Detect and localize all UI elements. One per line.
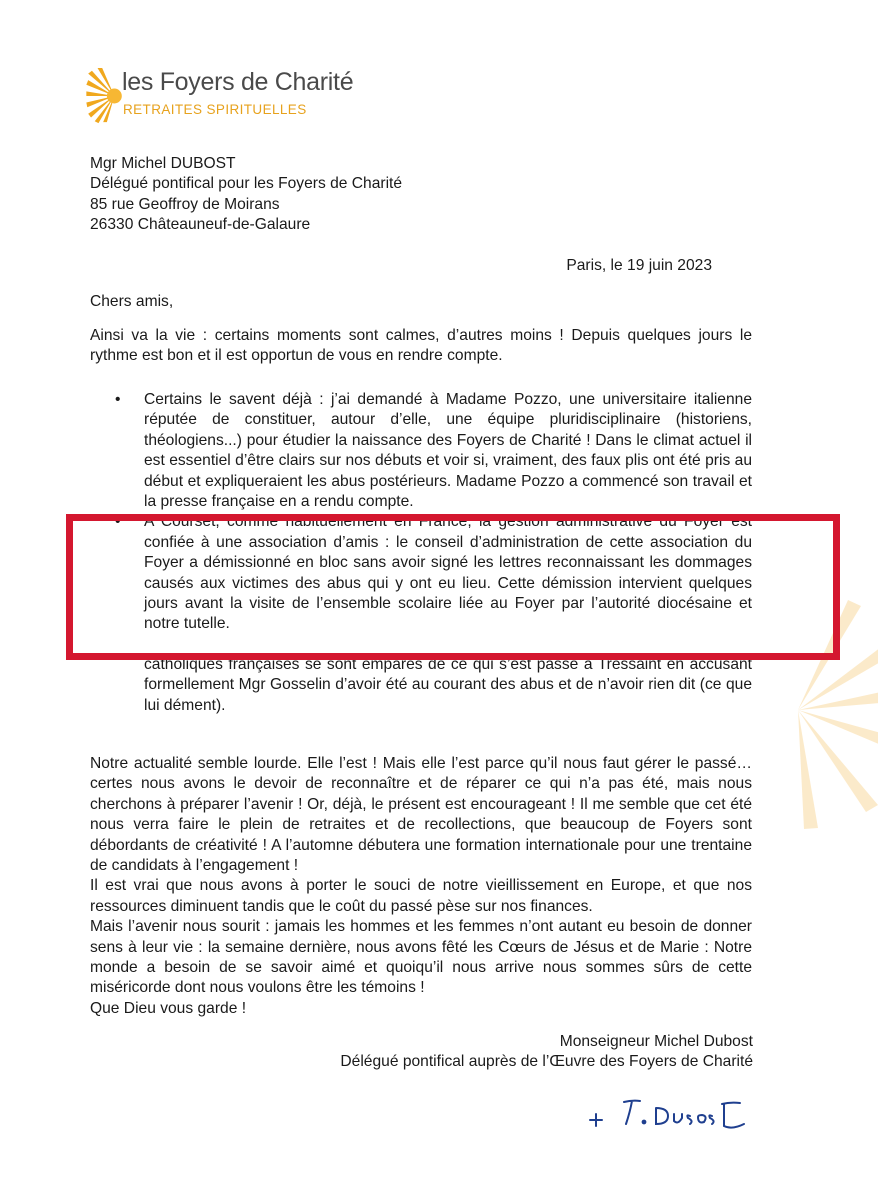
signatory-name: Monseigneur Michel Dubost: [559, 1033, 753, 1050]
closing-line: Notre actualité semble lourde. Elle l’est ! Mais elle l’est parce qu’il nous faut gérer le passé…certes nous avons le devoir de reconnaître et de réparer ce qui n’a pas été, mais nous cherchons à préparer l’avenir ! Or, déjà, le présent est encourageant ! Il me semble que cet été nous verra faire le plein de retraites et de recollections, que beaucoup de Foyers sont débordants de créativité ! A l’automne débutera une formation internationale pour une trentaine de candidats à l’engagement !: [90, 755, 752, 875]
list-item: [90, 655, 752, 716]
recipient-name: Mgr Michel DUBOST: [90, 155, 236, 172]
recipient-address: [90, 154, 402, 236]
closing-paragraph: [90, 754, 752, 1019]
list-item: [90, 390, 752, 512]
logo-title: les Foyers de Charité: [122, 68, 354, 96]
bullet-icon: •: [115, 513, 121, 531]
bullet-text: A Courset, comme habituellement en France, la gestion administrative du Foyer est confiée à une association d’amis : le conseil d’administration de cette association du Foyer a démissionné en bloc sans avoir signé les lettres reconnaissant les dommages causés aux victimes des abus qui y ont eu lieu. Cette démission intervient quelques jours avant la visite de l’ensemble scolaire liée au Foyer par l’autorité diocésaine et notre tutelle.: [144, 513, 752, 633]
logo-subtitle: RETRAITES SPIRITUELLES: [123, 102, 307, 117]
intro-paragraph: Ainsi va la vie : certains moments sont calmes, d’autres moins ! Depuis quelques jours le rythme est bon et il est opportun de vous en rendre compte.: [90, 327, 752, 365]
closing-line: Mais l’avenir nous sourit : jamais les hommes et les femmes n’ont autant eu besoin de donner sens à leur vie : la semaine dernière, nous avons fêté les Cœurs de Jésus et de Marie : Notre monde a besoin de se savoir aimé et quoiqu’il nous arrive nous sommes sûrs de cette miséricorde dont nous voulons être les témoins !: [90, 918, 752, 997]
bullet-text: Certains le savent déjà : j’ai demandé à Madame Pozzo, une universitaire italienne réputée de constituer, autour d’elle, une équipe pluridisciplinaire (historiens, théologiens...) pour étudier la naissance des Foyers de Charité ! Dans le climat actuel il est essentiel d’être clairs sur nos débuts et voir si, vraiment, des faux plis ont été pris au début et expliqueraient les abus postérieurs. Madame Pozzo a commencé son travail et la presse française en a rendu compte.: [144, 391, 752, 511]
handwritten-signature: [582, 1090, 762, 1136]
list-item: [90, 512, 752, 634]
brand-logo: [86, 66, 386, 128]
closing-line: Il est vrai que nous avons à porter le souci de notre vieillissement en Europe, et que nos ressources diminuent tandis que le coût du passé pèse sur nos finances.: [90, 877, 752, 915]
bullet-text: catholiques françaises se sont emparés de ce qui s’est passé à Tressaint en accusant formellement Mgr Gosselin d’avoir été au courant des abus et de n’avoir rien dit (ce que lui dément).: [144, 655, 752, 714]
bullet-icon: •: [115, 391, 121, 408]
signatory-title: Délégué pontifical auprès de l’Œuvre des Foyers de Charité: [340, 1053, 753, 1070]
recipient-role: Délégué pontifical pour les Foyers de Charité: [90, 175, 403, 193]
letter-date: Paris, le 19 juin 2023: [566, 257, 712, 274]
closing-line: Que Dieu vous garde !: [90, 999, 247, 1017]
salutation: Chers amis,: [90, 293, 174, 310]
recipient-street: 85 rue Geoffroy de Moirans: [90, 195, 280, 213]
sun-logo-icon: [86, 68, 124, 124]
recipient-city: 26330 Châteauneuf-de-Galaure: [90, 216, 311, 234]
bullet-list: [90, 390, 752, 716]
